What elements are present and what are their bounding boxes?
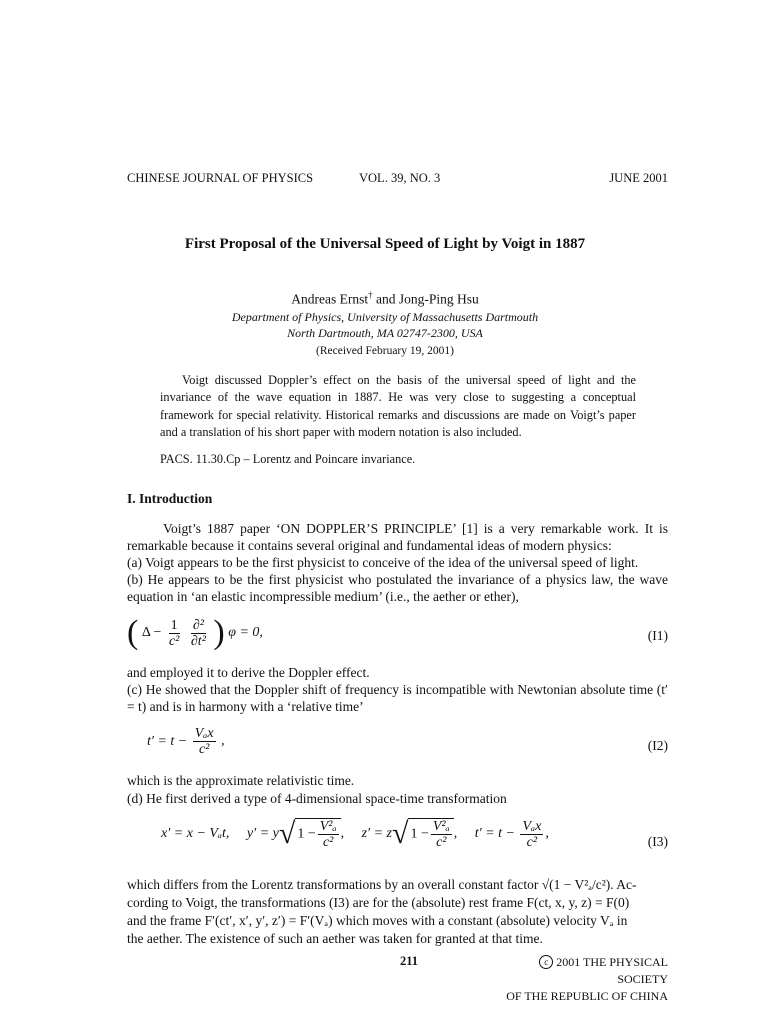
dagger-mark: † — [368, 290, 373, 300]
sqrt-y: √ 1 − $\frac{\text{V²ₐ}}{\text{c²}}$ — [279, 818, 341, 850]
pacs-codes: PACS. 11.30.Cp – Lorentz and Poincare invariance. — [160, 452, 416, 466]
item-c: (c) He showed that the Doppler shift of frequency is incompatible with Newtonian absolute time (t′ = t) and is in harmony with a ‘relative time’ — [127, 682, 668, 715]
fraction-vax-c2-i3: $\frac{\text{Vₐx}}{\text{c²}}$ — [522, 818, 542, 850]
journal-name: CHINESE JOURNAL OF PHYSICS — [127, 171, 314, 185]
after-equation-1: and employed it to derive the Doppler effect. — [127, 665, 370, 680]
eq3-t: t′ = t − — [474, 826, 515, 841]
copyright-notice — [492, 954, 668, 1005]
eq1-tail: φ = 0, — [228, 625, 263, 640]
eq3-x: x′ = x − Vₐt, — [161, 826, 230, 841]
author-rest: and Jong-Ping Hsu — [372, 291, 479, 307]
authors — [0, 290, 770, 308]
after-equation-3-line-3: and the frame F′(ct′, x′, y′, z′) = F′(Vₐ) which moves with a constant (absolute) velocity Vₐ in — [127, 913, 628, 928]
society-line-1: 2001 THE PHYSICAL SOCIETY — [556, 955, 668, 986]
equation-number-i2: (I2) — [647, 738, 668, 753]
paper-title: First Proposal of the Universal Speed of Light by Voigt in 1887 — [184, 236, 586, 252]
equation-number-i1: (I1) — [647, 628, 668, 643]
affiliation-line-2: North Dartmouth, MA 02747-2300, USA — [287, 326, 483, 340]
issue-date: JUNE 2001 — [609, 171, 668, 185]
equation-number-i3: (I3) — [647, 834, 668, 849]
item-d: (d) He first derived a type of 4-dimensional space-time transformation — [127, 791, 507, 806]
eq3-z: z′ = z — [361, 826, 392, 841]
item-b: (b) He appears to be the first physicist who postulated the invariance of a physics law, the wave equation in ‘an elastic incompressible medium’ (i.e., the aether or ether), — [127, 572, 668, 605]
after-equation-3-line-2: cording to Voigt, the transformations (I3) are for the (absolute) rest frame F(ct, x, y, z) = F(0) — [127, 895, 630, 910]
running-header — [127, 171, 668, 189]
society-line-2: OF THE REPUBLIC OF CHINA — [506, 989, 668, 1003]
abstract: Voigt discussed Doppler’s effect on the basis of the universal speed of light and the invariance of the wave equation in 1887. He was very close to suggesting a conceptual framework for special relativity. Historical remarks and discussions are made on Voigt’s paper and a translation of his short paper with modern notation is also included. — [160, 373, 636, 440]
received-date: (Received February 19, 2001) — [316, 345, 454, 357]
sqrt-z: √ 1 − $\frac{\text{V²ₐ}}{\text{c²}}$ — [392, 818, 454, 850]
copyright-icon: c — [539, 955, 553, 969]
delta-term: Δ − — [141, 625, 162, 640]
after-equation-3-line-4: the aether. The existence of such an aether was taken for granted at that time. — [127, 931, 543, 946]
equation-i1 — [127, 616, 668, 656]
item-a: (a) Voigt appears to be the first physicist to conceive of the idea of the universal speed of light. — [127, 555, 639, 570]
eq3-y: y′ = y — [246, 826, 279, 841]
equation-i3: x′ = x − Vₐt, y′ = y √ 1 − $\frac{\text{V²ₐ}}{\text{c²}}$ , z′ = z √ 1 − $\frac{\text{V²ₐ}}{\text{c²}}$ , t′ = t − $\frac{\text{Vₐx}}{\text{c²}}$ , (I3) — [161, 817, 668, 850]
fraction-d2-dt2: $\frac{\text{∂²}}{\text{∂t²}}$ — [190, 617, 206, 649]
volume-info: VOL. 39, NO. 3 — [359, 171, 441, 185]
eq2-lhs: t′ = t − — [147, 733, 188, 749]
fraction-one-over-c2: $\frac{1}{\text{c²}}$ — [168, 617, 180, 649]
after-equation-2: which is the approximate relativistic time. — [127, 773, 355, 788]
after-equation-3-line-1: which differs from the Lorentz transformations by an overall constant factor √(1 − V²ₐ/c²). Ac- — [127, 877, 637, 892]
right-paren: ) — [213, 614, 225, 651]
section-heading: I. Introduction — [127, 491, 213, 506]
affiliation-line-1: Department of Physics, University of Massachusetts Dartmouth — [231, 310, 539, 324]
intro-paragraph: Voigt’s 1887 paper ‘ON DOPPLER’S PRINCIPLE’ [1] is a very remarkable work. It is remarkable because it contains several original and fundamental ideas of modern physics: — [127, 521, 668, 554]
left-paren: ( — [127, 614, 139, 651]
eq2-tail: , — [221, 733, 225, 749]
fraction-vax-c2: $\frac{\text{Vₐx}}{\text{c²}}$ — [194, 726, 214, 757]
page-number: 211 — [400, 954, 419, 968]
author-first: Andreas Ernst — [291, 291, 369, 307]
equation-i2 — [127, 726, 668, 766]
